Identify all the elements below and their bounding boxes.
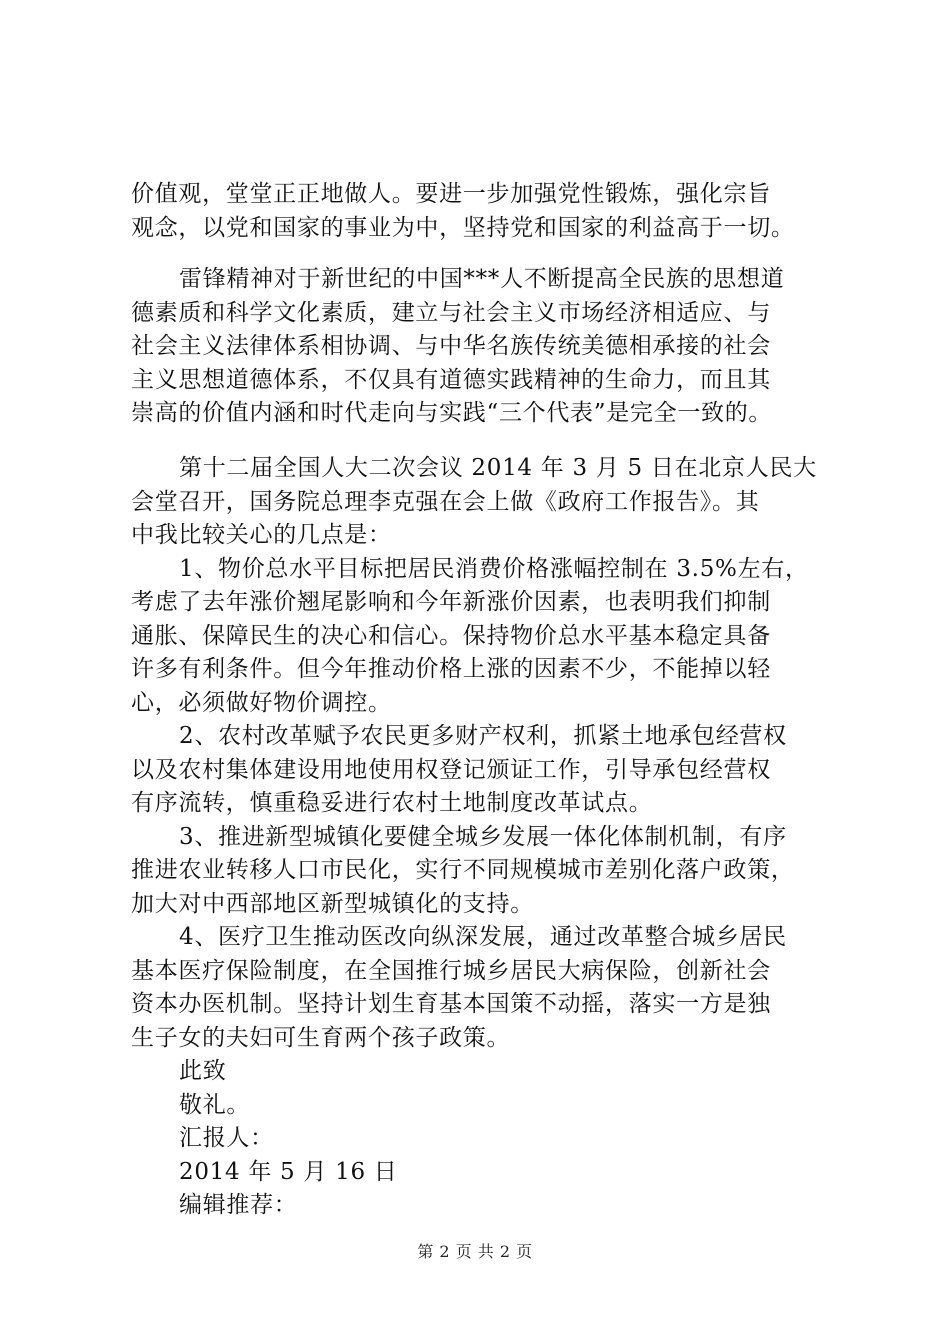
list-item-2-line: 以及农村集体建设用地使用权登记颁证工作，引导承包经营权 — [131, 756, 771, 783]
list-item-1-line: 通胀、保障民生的决心和信心。保持物价总水平基本稳定具备 — [131, 622, 771, 649]
closing-regards: 敬礼。 — [179, 1091, 251, 1118]
text-line: 第十二届全国人大二次会议 2014 年 3 月 5 日在北京人民大 — [179, 455, 817, 481]
text-line: 观念，以党和国家的事业为中，坚持党和国家的利益高于一切。 — [131, 214, 795, 241]
list-item-1-line: 心，必须做好物价调控。 — [131, 689, 392, 716]
paragraph-3 — [131, 452, 831, 1223]
list-item-4-line: 4、医疗卫生推动医改向纵深发展，通过改革整合城乡居民 — [179, 924, 787, 950]
list-item-2-line: 2、农村改革赋予农民更多财产权利，抓紧土地承包经营权 — [179, 723, 787, 749]
closing-salutation: 此致 — [179, 1058, 227, 1084]
list-item-2-line: 有序流转，慎重稳妥进行农村土地制度改革试点。 — [131, 790, 653, 816]
list-item-1-line: 许多有利条件。但今年推动价格上涨的因素不少，不能掉以轻 — [131, 656, 771, 682]
text-line: 主义思想道德体系，不仅具有道德实践精神的生命力，而且其 — [131, 366, 771, 393]
page-number-footer: 第 2 页 共 2 页 — [417, 1242, 533, 1261]
text-line: 会堂召开，国务院总理李克强在会上做《政府工作报告》。其 — [131, 488, 760, 515]
text-line: 德素质和科学文化素质，建立与社会主义市场经济相适应、与 — [131, 299, 771, 326]
list-item-3-line: 推进农业转移人口市民化，实行不同规模城市差别化落户政策， — [131, 857, 795, 883]
text-line: 价值观，堂堂正正地做人。要进一步加强党性锻炼，强化宗旨 — [131, 181, 771, 207]
list-item-1-line: 1、物价总水平目标把居民消费价格涨幅控制在 3.5%左右， — [179, 555, 809, 582]
reporter-label: 汇报人： — [179, 1125, 274, 1151]
text-line: 社会主义法律体系相协调、与中华名族传统美德相承接的社会 — [131, 333, 771, 359]
list-item-4-line: 生子女的夫妇可生育两个孩子政策。 — [131, 1024, 511, 1051]
paragraph-1 — [131, 178, 831, 245]
list-item-4-line: 基本医疗保险制度，在全国推行城乡居民大病保险，创新社会 — [131, 957, 771, 984]
list-item-4-line: 资本办医机制。坚持计划生育基本国策不动摇，落实一方是独 — [131, 991, 771, 1017]
list-item-3-line: 3、推进新型城镇化要健全城乡发展一体化体制机制，有序 — [179, 823, 787, 850]
text-line: 雷锋精神对于新世纪的中国***人不断提高全民族的思想道 — [179, 266, 785, 292]
text-line: 崇高的价值内涵和时代走向与实践“三个代表”是完全一致的。 — [131, 400, 773, 426]
editor-recommendation-label: 编辑推荐： — [179, 1192, 298, 1218]
text-line: 中我比较关心的几点是： — [131, 522, 392, 548]
paragraph-2 — [131, 263, 831, 431]
report-date: 2014 年 5 月 16 日 — [179, 1158, 398, 1185]
list-item-3-line: 加大对中西部地区新型城镇化的支持。 — [131, 890, 534, 917]
list-item-1-line: 考虑了去年涨价翘尾影响和今年新涨价因素，也表明我们抑制 — [131, 589, 771, 615]
